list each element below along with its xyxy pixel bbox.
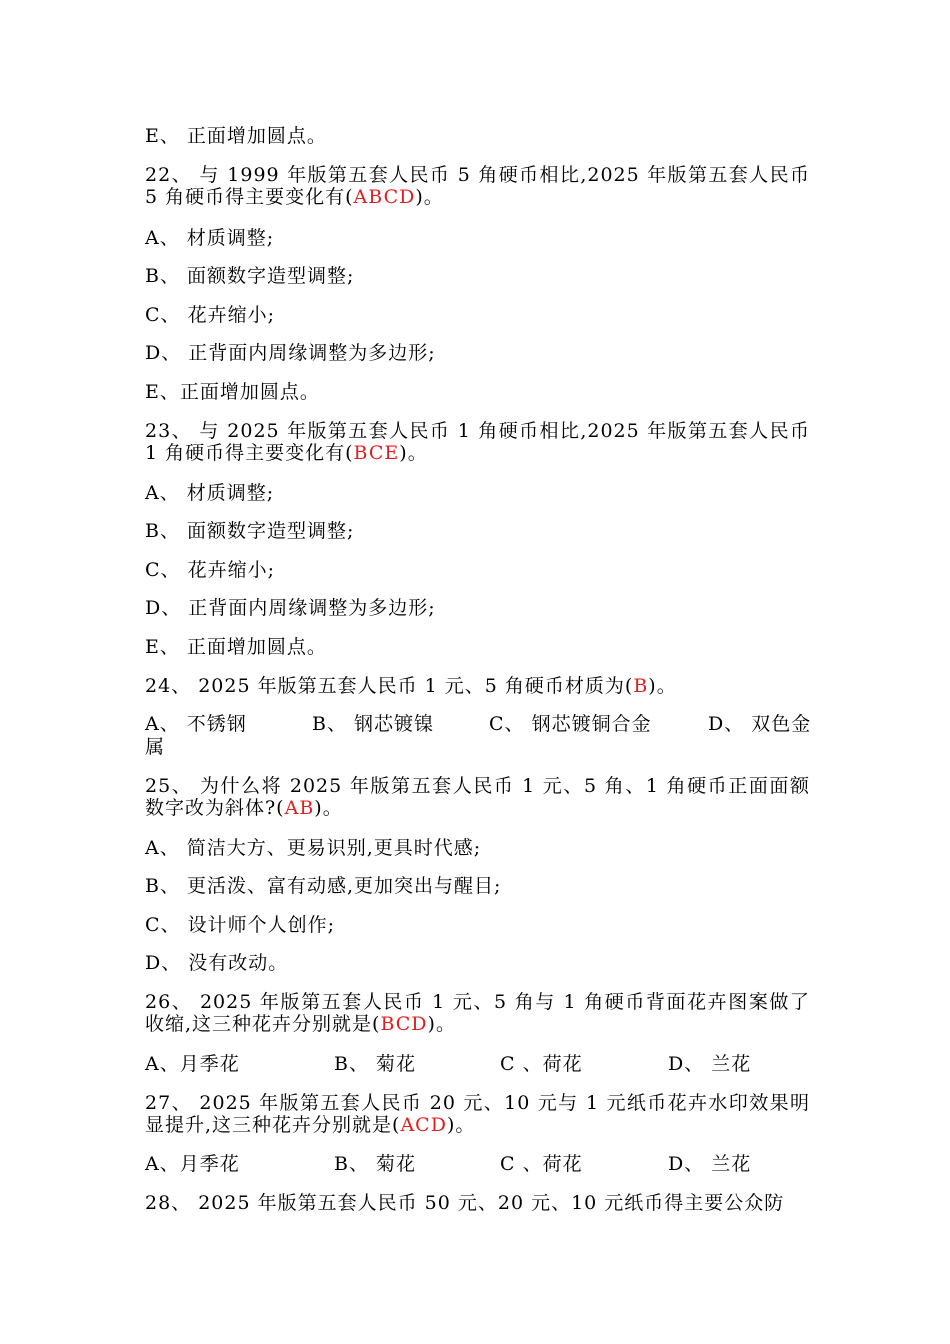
question-26 [145, 991, 810, 1035]
option-c: C、 钢芯镀铜合金 [489, 713, 652, 735]
option-e: E、 正面增加圆点。 [145, 636, 327, 658]
option-a: A、 材质调整; [145, 227, 275, 249]
option-c: C、 花卉缩小; [145, 559, 275, 581]
answer-key: AB [284, 797, 315, 819]
option-a: A、 材质调整; [145, 482, 275, 504]
question-text: 27、 2025 年版第五套人民币 20 元、10 元与 1 元纸币花卉水印效果明显提升,这三种花卉分别就是( [145, 1092, 810, 1136]
question-28: 28、 2025 年版第五套人民币 50 元、20 元、10 元纸币得主要公众防 [145, 1192, 785, 1214]
question-suffix: )。 [415, 186, 444, 208]
question-27 [145, 1092, 810, 1136]
question-text: 24、 2025 年版第五套人民币 1 元、5 角硬币材质为( [145, 675, 634, 697]
answer-key: BCD [380, 1013, 428, 1035]
question-text: 23、 与 2025 年版第五套人民币 1 角硬币相比,2025 年版第五套人民币 1 角硬币得主要变化有( [145, 420, 810, 464]
question-suffix: )。 [314, 797, 343, 819]
question-suffix: )。 [399, 442, 428, 464]
question-22 [145, 164, 810, 208]
option-b: B、 面额数字造型调整; [145, 265, 355, 287]
question-suffix: )。 [648, 675, 677, 697]
option-c: C、 设计师个人创作; [145, 914, 335, 936]
option-a: A、月季花 [145, 1053, 240, 1075]
question-suffix: )。 [446, 1114, 476, 1136]
option-e: E、正面增加圆点。 [145, 381, 320, 403]
option-b: B、 钢芯镀镍 [312, 713, 435, 735]
option-d-wrap: 属 [145, 736, 166, 758]
option-d: D、 正背面内周缘调整为多边形; [145, 342, 436, 364]
option-b: B、 更活泼、富有动感,更加突出与醒目; [145, 875, 502, 897]
option-b: B、 菊花 [334, 1053, 417, 1075]
answer-key: B [633, 675, 649, 697]
question-text: 25、 为什么将 2025 年版第五套人民币 1 元、5 角、1 角硬币正面面额数字改为斜体?( [145, 775, 810, 819]
option-d: D、 没有改动。 [145, 952, 289, 974]
answer-key: ABCD [353, 186, 416, 208]
option-e: E、 正面增加圆点。 [145, 125, 327, 147]
question-suffix: )。 [427, 1013, 456, 1035]
question-text: 26、 2025 年版第五套人民币 1 元、5 角与 1 角硬币背面花卉图案做了收缩,这三种花卉分别就是( [145, 991, 810, 1035]
option-d: D、 双色金 [708, 713, 812, 735]
option-c: C 、荷花 [500, 1053, 583, 1075]
option-b: B、 面额数字造型调整; [145, 520, 355, 542]
option-d: D、 正背面内周缘调整为多边形; [145, 597, 436, 619]
option-d: D、 兰花 [668, 1053, 752, 1075]
question-25 [145, 775, 810, 819]
answer-key: BCE [353, 442, 400, 464]
option-b: B、 菊花 [334, 1153, 417, 1175]
option-d: D、 兰花 [668, 1153, 752, 1175]
question-24 [145, 675, 810, 697]
question-23 [145, 420, 810, 464]
option-a: A、月季花 [145, 1153, 240, 1175]
option-c: C、 花卉缩小; [145, 304, 275, 326]
option-a: A、 简洁大方、更易识别,更具时代感; [145, 837, 482, 859]
option-a: A、 不锈钢 [145, 713, 247, 735]
answer-key: ACD [400, 1114, 447, 1136]
option-c: C 、荷花 [500, 1153, 583, 1175]
question-text: 22、 与 1999 年版第五套人民币 5 角硬币相比,2025 年版第五套人民币 5 角硬币得主要变化有( [145, 164, 810, 208]
